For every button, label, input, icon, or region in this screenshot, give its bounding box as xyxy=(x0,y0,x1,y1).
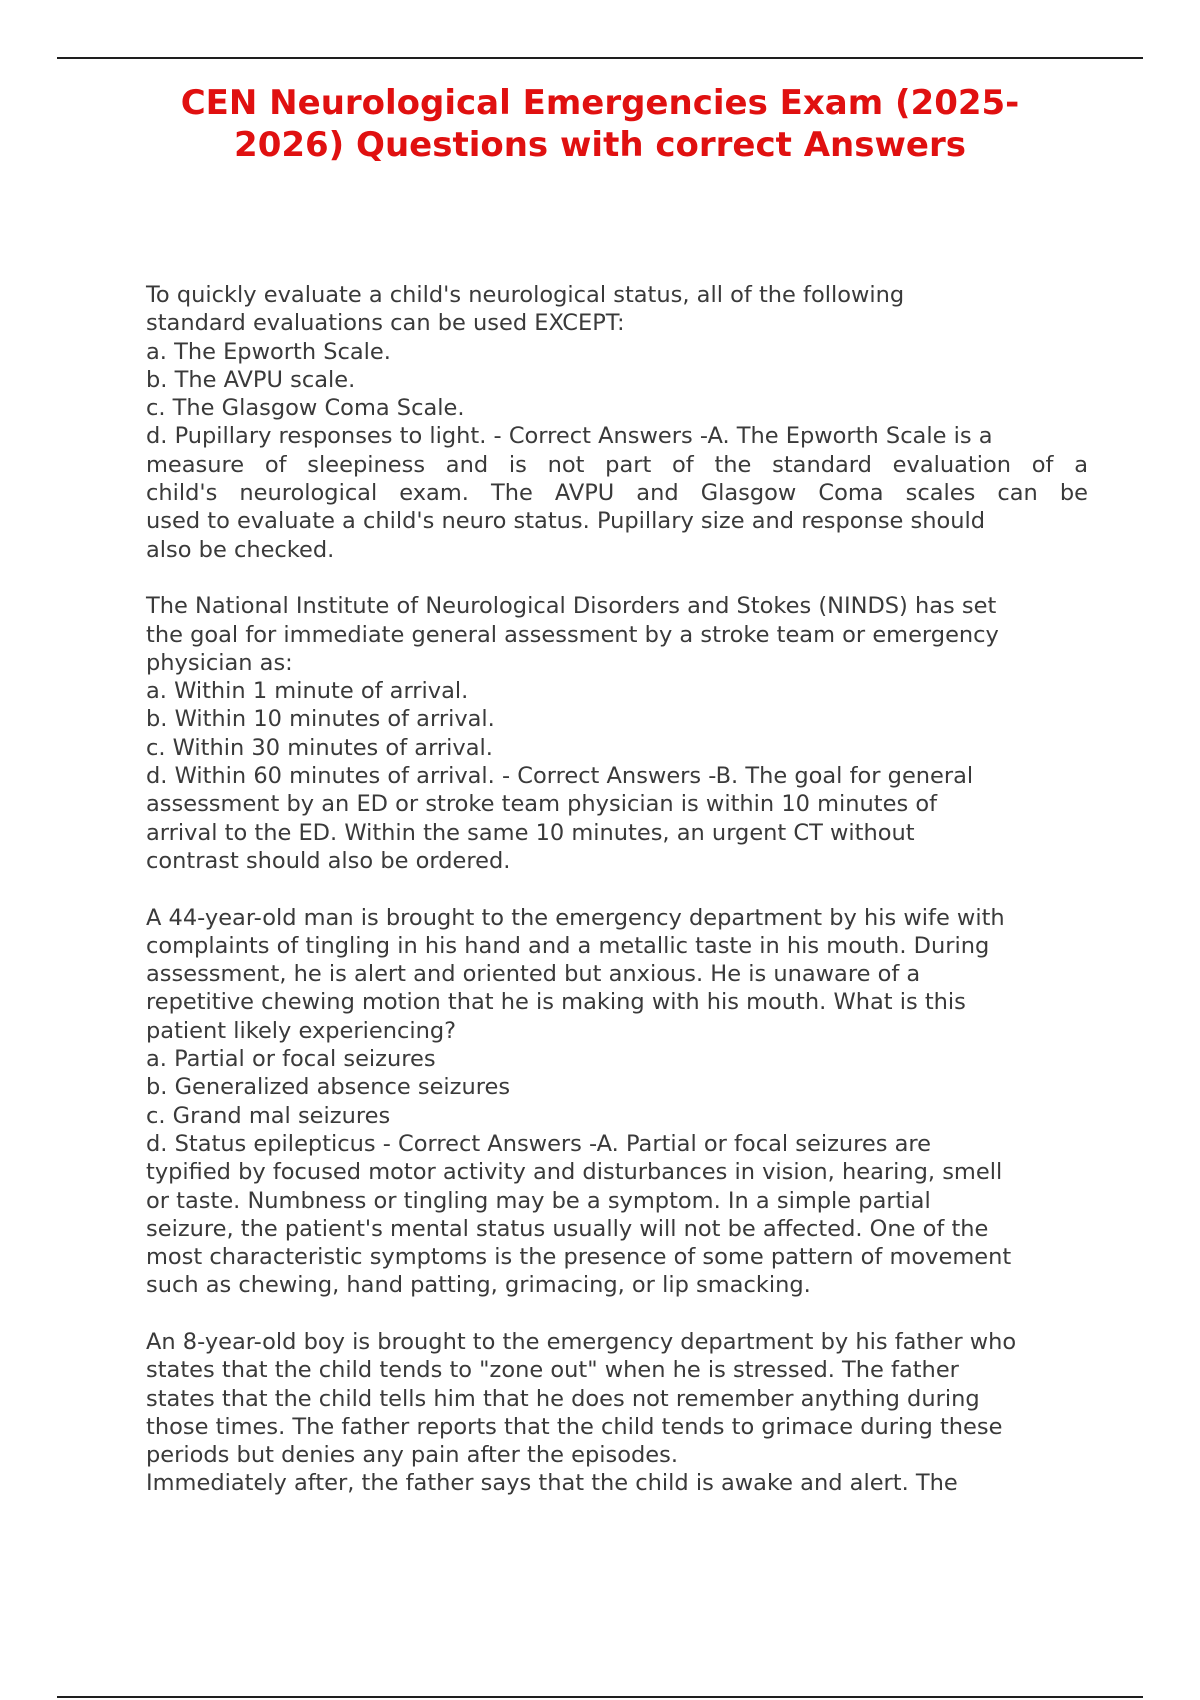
q2-option-a: a. Within 1 minute of arrival. xyxy=(146,678,469,705)
q1-option-d-answer: d. Pupillary responses to light. - Correct Answers -A. The Epworth Scale is a xyxy=(146,423,993,450)
q3-line-5: patient likely experiencing? xyxy=(146,1017,457,1044)
q1-answer-line-3: child's neurological exam. The AVPU and Glasgow Coma scales can be xyxy=(146,480,1088,507)
q3-answer-line-6: such as chewing, hand patting, grimacing, or lip smacking. xyxy=(146,1272,811,1299)
q2-answer-line-3: arrival to the ED. Within the same 10 minutes, an urgent CT without xyxy=(146,819,915,846)
q3-line-2: complaints of tingling in his hand and a metallic taste in his mouth. During xyxy=(146,932,990,959)
q1-answer-line-2: measure of sleepiness and is not part of the standard evaluation of a xyxy=(146,451,1088,478)
question-block-3 xyxy=(146,904,1088,1300)
question-list xyxy=(146,281,1088,1526)
q4-line-6: Immediately after, the father says that the child is awake and alert. The xyxy=(146,1470,958,1497)
title-line-2: 2026) Questions with correct Answers xyxy=(234,125,966,165)
q1-option-b: b. The AVPU scale. xyxy=(146,366,356,393)
q4-line-1: An 8-year-old boy is brought to the emergency department by his father who xyxy=(146,1328,1017,1355)
q2-option-b: b. Within 10 minutes of arrival. xyxy=(146,706,495,733)
q1-answer-line-4: used to evaluate a child's neuro status. Pupillary size and response should xyxy=(146,508,986,535)
q2-answer-line-2: assessment by an ED or stroke team physician is within 10 minutes of xyxy=(146,791,938,818)
q3-line-3: assessment, he is alert and oriented but anxious. He is unaware of a xyxy=(146,961,921,988)
q3-option-a: a. Partial or focal seizures xyxy=(146,1046,436,1073)
q2-answer-line-4: contrast should also be ordered. xyxy=(146,847,511,874)
q4-line-3: states that the child tells him that he does not remember anything during xyxy=(146,1385,980,1412)
q3-option-b: b. Generalized absence seizures xyxy=(146,1074,511,1101)
q1-option-a: a. The Epworth Scale. xyxy=(146,338,391,365)
question-block-2 xyxy=(146,592,1088,875)
q2-line-1: The National Institute of Neurological Disorders and Stokes (NINDS) has set xyxy=(146,593,997,620)
q1-line-1: To quickly evaluate a child's neurological status, all of the following xyxy=(146,282,905,308)
q3-line-4: repetitive chewing motion that he is making with his mouth. What is this xyxy=(146,989,966,1016)
q2-option-d-answer: d. Within 60 minutes of arrival. - Correct Answers -B. The goal for general xyxy=(146,763,974,790)
top-rule xyxy=(57,57,1143,59)
q3-option-d-answer: d. Status epilepticus - Correct Answers -A. Partial or focal seizures are xyxy=(146,1130,932,1157)
title-line-1: CEN Neurological Emergencies Exam (2025- xyxy=(180,83,1020,123)
question-block-1 xyxy=(146,281,1088,564)
q3-answer-line-5: most characteristic symptoms is the presence of some pattern of movement xyxy=(146,1244,1012,1271)
q1-line-2: standard evaluations can be used EXCEPT: xyxy=(146,310,625,337)
q1-answer-line-5: also be checked. xyxy=(146,536,335,563)
q2-line-2: the goal for immediate general assessment by a stroke team or emergency xyxy=(146,621,999,648)
q4-line-4: those times. The father reports that the child tends to grimace during these xyxy=(146,1413,1003,1440)
q1-option-c: c. The Glasgow Coma Scale. xyxy=(146,395,465,422)
q3-line-1: A 44-year-old man is brought to the emergency department by his wife with xyxy=(146,904,1005,931)
document-title xyxy=(120,82,1080,166)
q3-option-c: c. Grand mal seizures xyxy=(146,1102,391,1129)
q3-answer-line-2: typified by focused motor activity and disturbances in vision, hearing, smell xyxy=(146,1159,1003,1186)
q4-line-2: states that the child tends to "zone out" when he is stressed. The father xyxy=(146,1357,959,1384)
bottom-rule xyxy=(57,1696,1143,1698)
q4-line-5: periods but denies any pain after the episodes. xyxy=(146,1442,678,1469)
q3-answer-line-3: or taste. Numbness or tingling may be a symptom. In a simple partial xyxy=(146,1187,931,1214)
question-block-4 xyxy=(146,1328,1088,1498)
q2-line-3: physician as: xyxy=(146,649,293,676)
q3-answer-line-4: seizure, the patient's mental status usually will not be affected. One of the xyxy=(146,1215,989,1242)
q2-option-c: c. Within 30 minutes of arrival. xyxy=(146,734,493,761)
